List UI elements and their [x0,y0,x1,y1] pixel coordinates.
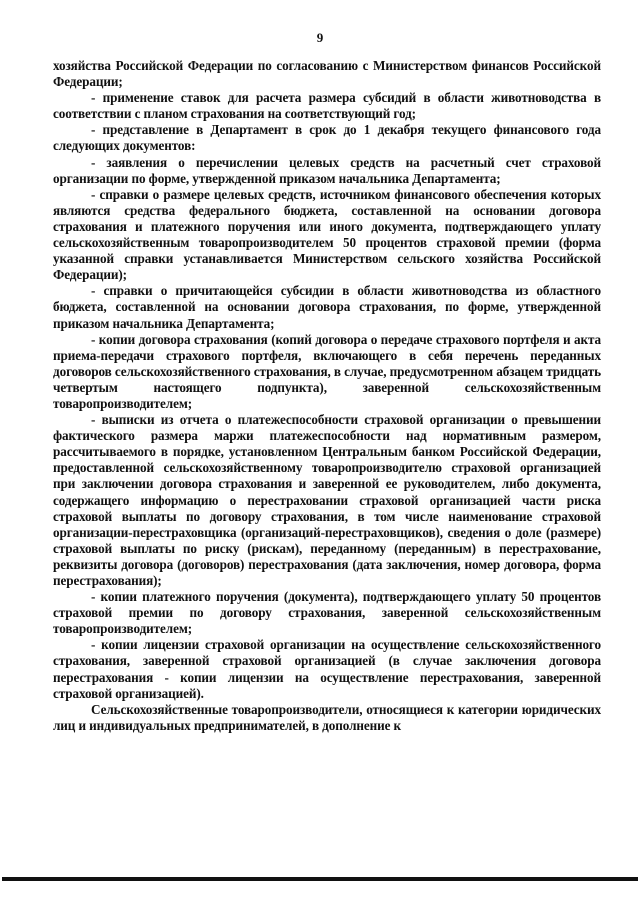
paragraph: - копии лицензии страховой организации на осуществление сельскохозяйственного страхования, заверенной страховой организацией (в случае заключения договора перестрахования - копии лицензии на осуществление перестрахования, заверенной страховой организацией). [53,637,601,701]
paragraph: - применение ставок для расчета размера субсидий в области животноводства в соответствии с планом страхования на соответствующий год; [53,90,601,122]
page-bottom-rule [2,877,638,881]
paragraph: Сельскохозяйственные товаропроизводители, относящиеся к категории юридических лиц и индивидуальных предпринимателей, в дополнение к [53,701,601,733]
paragraph: хозяйства Российской Федерации по согласованию с Министерством финансов Российской Федерации; [53,58,601,90]
page-number: 9 [316,30,324,45]
paragraph: - заявления о перечислении целевых средств на расчетный счет страховой организации по форме, утвержденной приказом начальника Департамента; [53,154,601,186]
paragraph: - копии платежного поручения (документа), подтверждающего уплату 50 процентов страховой премии по договору страхования, заверенной сельскохозяйственным товаропроизводителем; [53,589,601,637]
paragraph: - представление в Департамент в срок до 1 декабря текущего финансового года следующих документов: [53,122,601,154]
paragraph: - копии договора страхования (копий договора о передаче страхового портфеля и акта приема-передачи страхового портфеля, включающего в себя перечень переданных договоров сельскохозяйственного страхования, в случае, предусмотренном абзацем тридцать четвертым настоящего подпункта), заверенной сельскохозяйственным товаропроизводителем; [53,331,601,411]
paragraph: - справки о размере целевых средств, источником финансового обеспечения которых являются средства федерального бюджета, составленной на основании договора страхования и платежного поручения или иного документа, подтверждающего уплату сельскохозяйственным товаропроизводителем 50 процентов страховой премии (форма указанной справки устанавливается Министерством сельского хозяйства Российской Федерации); [53,186,601,283]
document-body [53,58,601,734]
paragraph: - выписки из отчета о платежеспособности страховой организации о превышении фактического размера маржи платежеспособности над нормативным размером, рассчитываемого в порядке, установленном Центральным банком Российской Федерации, предоставленной сельскохозяйственному товаропроизводителю страховой организацией при заключении договора страхования и заверенной ее руководителем, либо документа, содержащего информацию о перестраховании страховой организацией части риска страховой выплаты по договору страхования, в том числе наименование страховой организации-перестраховщика (организаций-перестраховщиков), сведения о доле (размере) страховой выплаты по риску (рискам), переданному (переданным) в перестрахование, реквизиты договора (договоров) перестрахования (дата заключения, номер договора, форма перестрахования); [53,412,601,588]
paragraph: - справки о причитающейся субсидии в области животноводства из областного бюджета, составленной на основании договора страхования, по форме, утвержденной приказом начальника Департамента; [53,283,601,331]
